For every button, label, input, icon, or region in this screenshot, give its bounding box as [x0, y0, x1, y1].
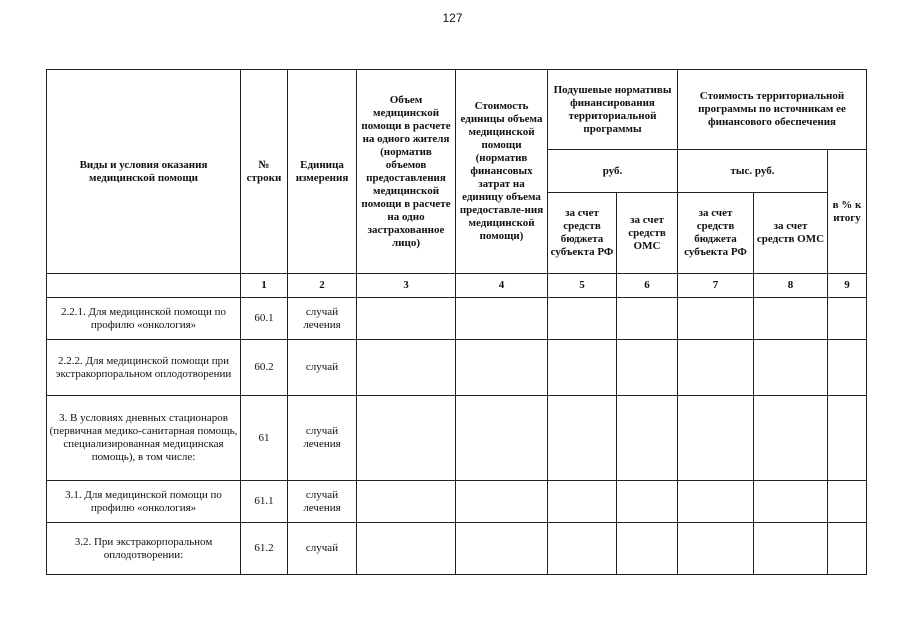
header-oms-total: за счет средств ОМС: [754, 193, 828, 274]
header-kinds-conditions: Виды и условия оказания медицинской помощи: [47, 70, 241, 274]
row-code: 60.2: [241, 340, 288, 396]
column-number: 7: [678, 274, 754, 298]
column-number: 6: [617, 274, 678, 298]
table-row: [47, 298, 867, 340]
header-program-cost-group: Стоимость территориальной программы по источникам ее финансового обеспечения: [678, 70, 867, 150]
cell-empty: [548, 298, 617, 340]
row-unit: случай лечения: [288, 481, 357, 523]
cell-empty: [617, 298, 678, 340]
table-row: [47, 481, 867, 523]
cell-empty: [617, 523, 678, 575]
row-name: 3. В условиях дневных стационаров (первичная медико-санитарная помощь, специализированная медицинская помощь), в том числе:: [47, 396, 241, 481]
cell-empty: [754, 298, 828, 340]
row-code: 60.1: [241, 298, 288, 340]
cell-empty: [828, 396, 867, 481]
column-number: 1: [241, 274, 288, 298]
cell-empty: [754, 340, 828, 396]
cell-empty: [456, 396, 548, 481]
cell-empty: [456, 298, 548, 340]
column-number: 5: [548, 274, 617, 298]
cell-empty: [548, 340, 617, 396]
cell-empty: [617, 396, 678, 481]
row-unit: случай: [288, 340, 357, 396]
cell-empty: [678, 396, 754, 481]
table-row: [47, 396, 867, 481]
header-budget-rf: за счет средств бюджета субъекта РФ: [548, 193, 617, 274]
table-row: [47, 340, 867, 396]
header-unit-cost: Стоимость единицы объема медицинской помощи (норматив финансовых затрат на единицу объема предоставле-ния медицинской помощи): [456, 70, 548, 274]
column-number: 2: [288, 274, 357, 298]
column-number: 8: [754, 274, 828, 298]
row-unit: случай лечения: [288, 298, 357, 340]
row-unit: случай: [288, 523, 357, 575]
cell-empty: [828, 481, 867, 523]
header-unit: Единица измерения: [288, 70, 357, 274]
row-name: 3.1. Для медицинской помощи по профилю «онкология»: [47, 481, 241, 523]
cell-empty: [828, 340, 867, 396]
cell-empty: [456, 340, 548, 396]
column-number: 4: [456, 274, 548, 298]
cell-empty: [678, 481, 754, 523]
cell-empty: [548, 396, 617, 481]
cell-empty: [678, 298, 754, 340]
page-number: 127: [442, 11, 463, 25]
cell-empty: [357, 340, 456, 396]
cell-empty: [357, 481, 456, 523]
cell-empty: [678, 340, 754, 396]
column-number-empty: [47, 274, 241, 298]
cell-empty: [617, 340, 678, 396]
header-per-capita-group: Подушевые нормативы финансирования территориальной программы: [548, 70, 678, 150]
cell-empty: [357, 396, 456, 481]
column-number-row: [47, 274, 867, 298]
header-row-1: [47, 70, 867, 150]
table-row: [47, 523, 867, 575]
cell-empty: [548, 523, 617, 575]
cell-empty: [754, 523, 828, 575]
header-budget-rf-total: за счет средств бюджета субъекта РФ: [678, 193, 754, 274]
cell-empty: [617, 481, 678, 523]
row-name: 2.2.2. Для медицинской помощи при экстракорпоральном оплодотворении: [47, 340, 241, 396]
row-code: 61: [241, 396, 288, 481]
cell-empty: [357, 523, 456, 575]
header-oms: за счет средств ОМС: [617, 193, 678, 274]
cell-empty: [678, 523, 754, 575]
column-number: 3: [357, 274, 456, 298]
cell-empty: [754, 481, 828, 523]
column-number: 9: [828, 274, 867, 298]
cell-empty: [456, 523, 548, 575]
cell-empty: [828, 523, 867, 575]
cell-empty: [828, 298, 867, 340]
row-unit: случай лечения: [288, 396, 357, 481]
header-pct-total: в % к итогу: [828, 150, 867, 274]
row-name: 3.2. При экстракорпоральном оплодотворении:: [47, 523, 241, 575]
row-code: 61.1: [241, 481, 288, 523]
cell-empty: [456, 481, 548, 523]
financing-table: [46, 69, 867, 575]
cell-empty: [548, 481, 617, 523]
header-rub: руб.: [548, 150, 678, 193]
header-thous-rub: тыс. руб.: [678, 150, 828, 193]
header-row-number: № строки: [241, 70, 288, 274]
cell-empty: [357, 298, 456, 340]
row-name: 2.2.1. Для медицинской помощи по профилю «онкология»: [47, 298, 241, 340]
header-volume: Объем медицинской помощи в расчете на одного жителя (норматив объемов предоставления медицинской помощи в расчете на одно застрахованное лицо): [357, 70, 456, 274]
row-code: 61.2: [241, 523, 288, 575]
cell-empty: [754, 396, 828, 481]
